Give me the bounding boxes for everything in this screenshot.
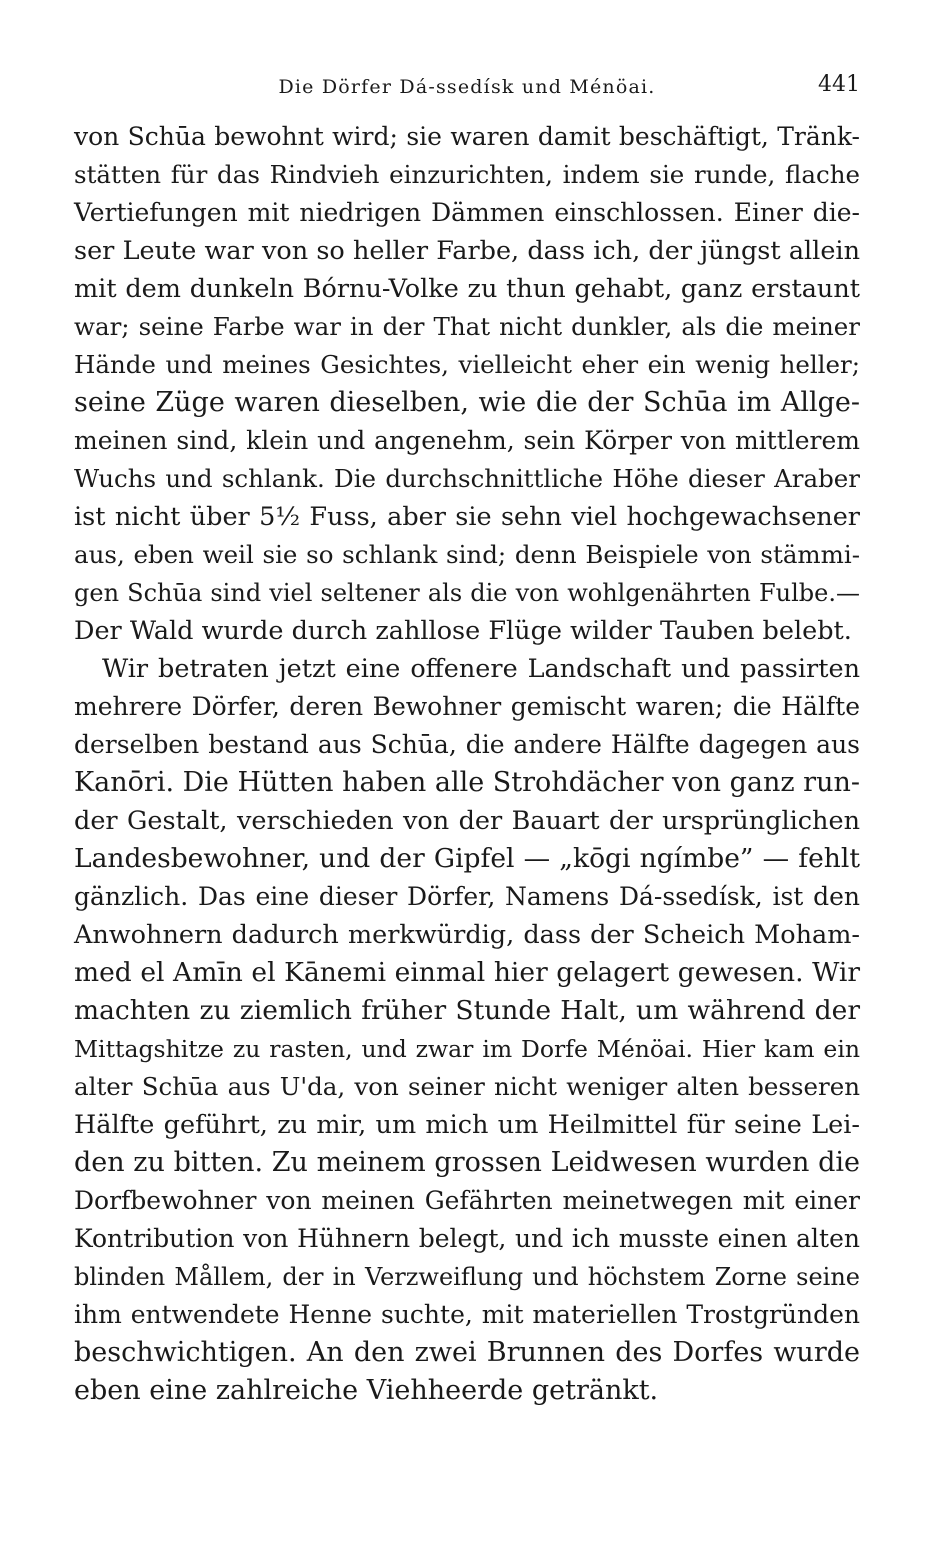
text-line: mit dem dunkeln Bórnu-Volke zu thun gehabt, ganz erstaunt <box>74 274 860 304</box>
text-line: machten zu ziemlich früher Stunde Halt, um während der <box>74 995 860 1026</box>
text-line: Kontribution von Hühnern belegt, und ich musste einen alten <box>74 1224 860 1253</box>
text-line: Hälfte geführt, zu mir, um mich um Heilmittel für seine Lei- <box>74 1110 860 1140</box>
text-line: meinen sind, klein und angenehm, sein Körper von mittlerem <box>74 426 860 455</box>
text-line: Landesbewohner, und der Gipfel — „kōgi ngímbe” — fehlt <box>74 843 860 874</box>
text-line: Hände und meines Gesichtes, vielleicht eher ein wenig heller; <box>74 350 860 379</box>
text-line: Anwohnern dadurch merkwürdig, dass der Scheich Moham- <box>74 920 860 950</box>
text-line: alter Schūa aus U'da, von seiner nicht weniger alten besseren <box>74 1072 860 1101</box>
text-line: ist nicht über 5½ Fuss, aber sie sehn viel hochgewachsener <box>74 502 860 532</box>
text-line: aus, eben weil sie so schlank sind; denn Beispiele von stämmi- <box>74 540 860 569</box>
text-line: ser Leute war von so heller Farbe, dass ich, der jüngst allein <box>74 236 860 266</box>
text-line: blinden Mållem, der in Verzweiflung und höchstem Zorne seine <box>74 1263 860 1291</box>
text-line: ihm entwendete Henne suchte, mit materiellen Trostgründen <box>74 1300 860 1329</box>
text-line: stätten für das Rindvieh einzurichten, indem sie runde, flache <box>74 160 860 189</box>
page-number: 441 <box>818 72 860 97</box>
text-line: seine Züge waren dieselben, wie die der Schūa im Allge- <box>74 387 860 418</box>
text-line: von Schūa bewohnt wird; sie waren damit beschäftigt, Tränk- <box>74 122 860 151</box>
text-line: Wir betraten jetzt eine offenere Landschaft und passirten <box>102 654 860 684</box>
text-line: Der Wald wurde durch zahllose Flüge wilder Tauben belebt. <box>74 616 852 646</box>
text-line: med el Amīn el Kānemi einmal hier gelagert gewesen. Wir <box>74 957 860 988</box>
text-line: der Gestalt, verschieden von der Bauart der ursprünglichen <box>74 806 860 836</box>
text-line: war; seine Farbe war in der That nicht dunkler, als die meiner <box>74 312 860 341</box>
text-line: Kanōri. Die Hütten haben alle Strohdächer von ganz run- <box>74 767 860 798</box>
text-line: mehrere Dörfer, deren Bewohner gemischt waren; die Hälfte <box>74 692 860 721</box>
text-line: Dorfbewohner von meinen Gefährten meinetwegen mit einer <box>74 1186 860 1215</box>
body-text <box>74 118 860 1410</box>
text-line: den zu bitten. Zu meinem grossen Leidwesen wurden die <box>74 1147 860 1178</box>
text-line: derselben bestand aus Schūa, die andere Hälfte dagegen aus <box>74 730 860 759</box>
text-line: beschwichtigen. An den zwei Brunnen des Dorfes wurde <box>74 1337 860 1368</box>
running-title: Die Dörfer Dá-ssedísk und Ménöai. <box>278 76 656 98</box>
text-line: Mittagshitze zu rasten, und zwar im Dorfe Ménöai. Hier kam ein <box>74 1035 860 1063</box>
text-line: Vertiefungen mit niedrigen Dämmen einschlossen. Einer die- <box>74 198 860 227</box>
text-line: gänzlich. Das eine dieser Dörfer, Namens Dá-ssedísk, ist den <box>74 882 860 911</box>
text-line: gen Schūa sind viel seltener als die von wohlgenährten Fulbe.— <box>74 579 860 607</box>
running-head <box>74 72 860 102</box>
text-line: Wuchs und schlank. Die durchschnittliche Höhe dieser Araber <box>74 464 860 493</box>
text-line: eben eine zahlreiche Viehheerde getränkt. <box>74 1375 659 1406</box>
